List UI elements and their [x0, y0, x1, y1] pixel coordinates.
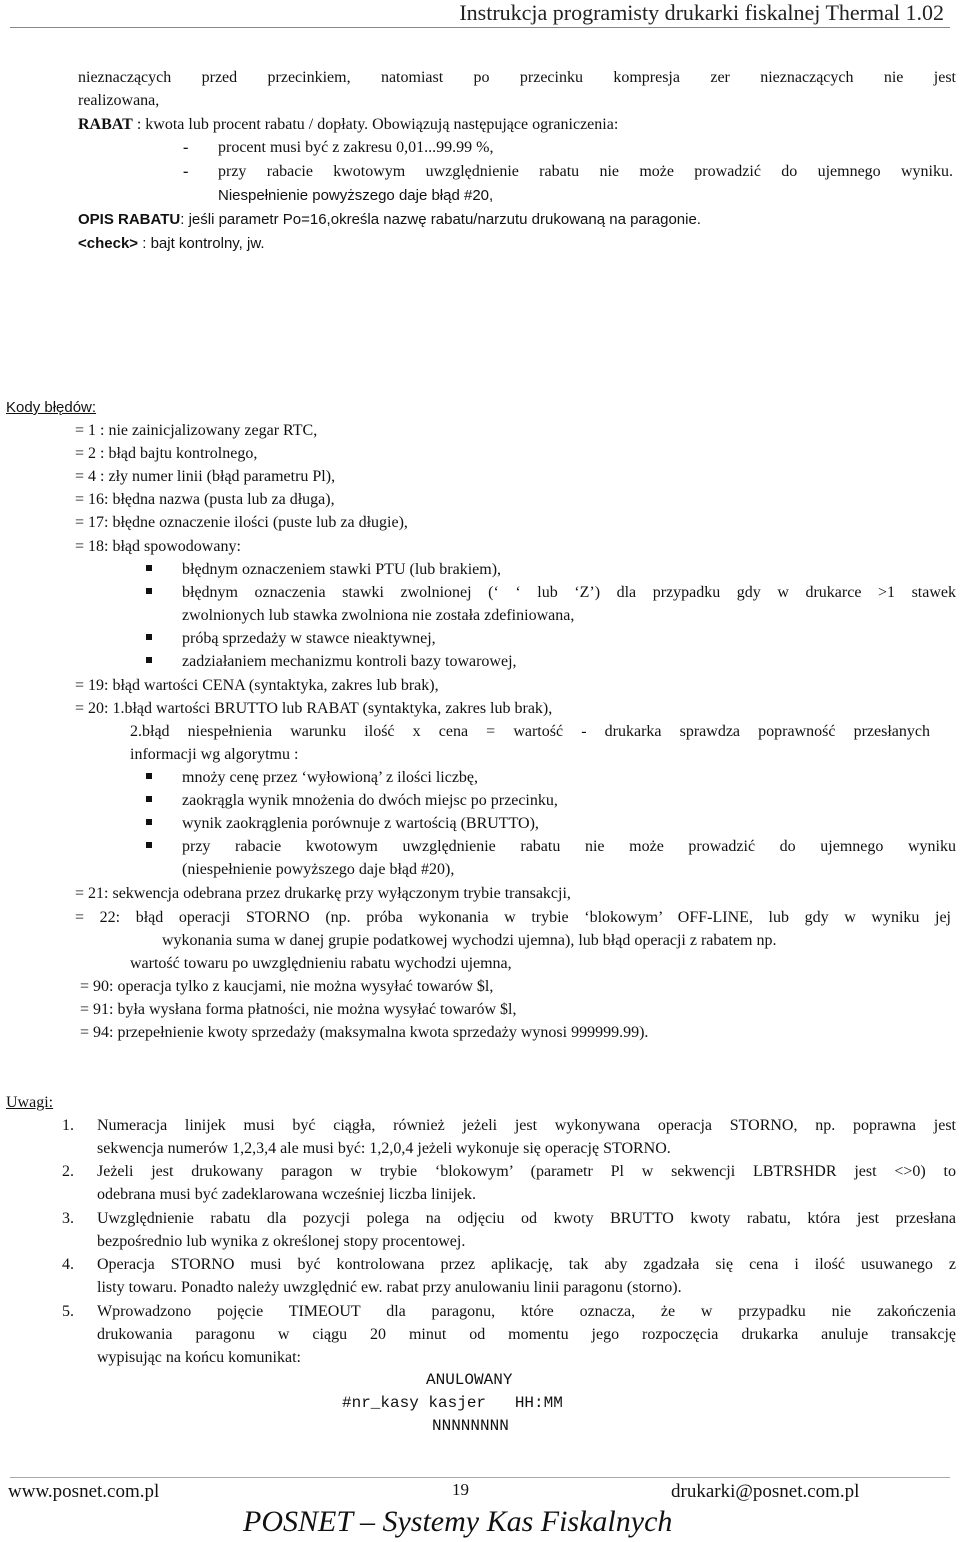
error-20-step-3: wynik zaokrąglenia porównuje z wartością (BRUTTO),: [182, 815, 539, 832]
check-text: : bajt kontrolny, jw.: [138, 235, 265, 252]
note-2-line-1: Jeżeli jest drukowany paragon w trybie ‘blokowym’ (parametr Pl w sekwencji LBTRSHDR jest <>0) to: [97, 1163, 956, 1180]
opis-rabatu-label: OPIS RABATU: [78, 211, 181, 228]
error-code-4: = 4 : zły numer linii (błąd parametru Pl),: [75, 468, 336, 485]
error-20-point-2-cont: informacji wg algorytmu :: [130, 746, 299, 763]
error-code-19: = 19: błąd wartości CENA (syntaktyka, zakres lub brak),: [75, 677, 439, 694]
note-4-line-2: listy towaru. Ponadto należy uwzględnić ew. rabat przy anulowaniu linii paragonu (storno).: [97, 1279, 682, 1296]
error-code-94: = 94: przepełnienie kwoty sprzedaży (maksymalna kwota sprzedaży wynosi 999999.99).: [80, 1024, 649, 1041]
footer-website-link[interactable]: www.posnet.com.pl: [8, 1481, 160, 1502]
intro-line-2: realizowana,: [78, 92, 160, 109]
note-5-line-1: Wprowadzono pojęcie TIMEOUT dla paragonu, które oznacza, że w przypadku nie zakończenia: [97, 1303, 956, 1320]
footer-brand: POSNET – Systemy Kas Fiskalnych: [243, 1505, 673, 1538]
receipt-line-3: NNNNNNNN: [432, 1417, 509, 1435]
rabat-label: RABAT: [78, 116, 133, 133]
error-code-20: = 20: 1.błąd wartości BRUTTO lub RABAT (syntaktyka, zakres lub brak),: [75, 700, 553, 717]
bullet-icon: [146, 819, 152, 825]
receipt-line-2: #nr_kasy kasjer HH:MM: [342, 1394, 563, 1412]
dash-mark-1: -: [183, 139, 189, 156]
error-code-22: = 22: błąd operacji STORNO (np. próba wykonania w trybie ‘blokowym’ OFF-LINE, lub gdy w wyniku jej: [75, 909, 951, 926]
note-2-line-2: odebrana musi być zadeklarowana wcześniej liczba linijek.: [97, 1186, 476, 1203]
bullet-icon: [146, 773, 152, 779]
bullet-icon: [146, 588, 152, 594]
error-18-cause-3: próbą sprzedaży w stawce nieaktywnej,: [182, 630, 436, 647]
error-codes-heading: Kody błędów:: [6, 399, 97, 416]
rabat-definition: [78, 113, 618, 136]
error-20-point-2: 2.błąd niespełnienia warunku ilość x cena = wartość - drukarka sprawdza poprawność przesłanych: [130, 723, 930, 740]
note-1-line-1: Numeracja linijek musi być ciągła, również jeżeli jest wykonywana operacja STORNO, np. poprawna jest: [97, 1117, 956, 1134]
note-5-number: 5.: [62, 1303, 74, 1320]
error-18-cause-4: zadziałaniem mechanizmu kontroli bazy towarowej,: [182, 653, 517, 670]
bullet-icon: [146, 634, 152, 640]
opis-rabatu-text: : jeśli parametr Po=16,określa nazwę rabatu/narzutu drukowaną na paragonie.: [180, 211, 701, 228]
error-20-step-4: przy rabacie kwotowym uwzględnienie rabatu nie może prowadzić do ujemnego wyniku: [182, 838, 956, 855]
dash-mark-2: -: [183, 163, 189, 180]
rabat-constraint-2: przy rabacie kwotowym uwzględnienie rabatu nie może prowadzić do ujemnego wyniku.: [218, 163, 953, 180]
error-20-step-4-cont: (niespełnienie powyższego daje błąd #20),: [182, 861, 455, 878]
error-code-17: = 17: błędne oznaczenie ilości (puste lub za długie),: [75, 514, 408, 531]
error-code-91: = 91: była wysłana forma płatności, nie można wysyłać towarów $l,: [80, 1001, 517, 1018]
note-1-number: 1.: [62, 1117, 74, 1134]
bullet-icon: [146, 842, 152, 848]
error-20-step-1: mnoży cenę przez ‘wyłowioną’ z ilości liczbę,: [182, 769, 479, 786]
bullet-icon: [146, 565, 152, 571]
document-title: Instrukcja programisty drukarki fiskalnej Thermal 1.02: [459, 0, 944, 25]
bullet-icon: [146, 657, 152, 663]
opis-rabatu-definition: [78, 208, 701, 231]
note-3-number: 3.: [62, 1210, 74, 1227]
error-code-21: = 21: sekwencja odebrana przez drukarkę przy wyłączonym trybie transakcji,: [75, 885, 571, 902]
error-20-step-2: zaokrągla wynik mnożenia do dwóch miejsc po przecinku,: [182, 792, 558, 809]
error-18-cause-2: błędnym oznaczenia stawki zwolnionej (‘ ‘ lub ‘Z’) dla przypadku gdy w drukarce >1 stawek: [182, 584, 956, 601]
check-definition: [78, 232, 265, 255]
bullet-icon: [146, 796, 152, 802]
note-3-line-1: Uwzględnienie rabatu dla pozycji polega na odjęciu od kwoty BRUTTO kwoty rabatu, która jest przesłana: [97, 1210, 956, 1227]
notes-heading: Uwagi:: [6, 1094, 54, 1111]
error-22-cont-2: wartość towaru po uwzględnieniu rabatu wychodzi ujemna,: [130, 955, 512, 972]
note-5-line-3: wypisując na końcu komunikat:: [97, 1349, 301, 1366]
error-code-18: = 18: błąd spowodowany:: [75, 538, 241, 555]
rabat-text: : kwota lub procent rabatu / dopłaty. Obowiązują następujące ograniczenia:: [132, 116, 619, 133]
note-4-line-1: Operacja STORNO musi być kontrolowana przez aplikację, tak aby zgadzała się cena i ilość usuwanego z: [97, 1256, 956, 1273]
error-18-cause-1: błędnym oznaczeniem stawki PTU (lub brakiem),: [182, 561, 502, 578]
note-1-line-2: sekwencja numerów 1,2,3,4 ale musi być: 1,2,0,4 jeżeli wykonuje się operację STORNO.: [97, 1140, 671, 1157]
error-18-cause-2-cont: zwolnionych lub stawka zwolniona nie została zdefiniowana,: [182, 607, 575, 624]
note-4-number: 4.: [62, 1256, 74, 1273]
check-label: <check>: [78, 235, 139, 252]
error-code-90: = 90: operacja tylko z kaucjami, nie można wysyłać towarów $l,: [80, 978, 494, 995]
footer-email-link[interactable]: drukarki@posnet.com.pl: [671, 1481, 860, 1502]
rabat-error-note: Niespełnienie powyższego daje błąd #20,: [218, 187, 494, 204]
intro-line-1: nieznaczących przed przecinkiem, natomiast po przecinku kompresja zer nieznaczących nie jest: [78, 69, 956, 86]
note-2-number: 2.: [62, 1163, 74, 1180]
error-code-16: = 16: błędna nazwa (pusta lub za długa),: [75, 491, 335, 508]
page-header: [0, 0, 960, 28]
error-code-1: = 1 : nie zainicjalizowany zegar RTC,: [75, 422, 318, 439]
receipt-line-1: ANULOWANY: [426, 1371, 513, 1389]
rabat-constraint-1: procent musi być z zakresu 0,01...99.99 %,: [218, 139, 494, 156]
note-5-line-2: drukowania paragonu w ciągu 20 minut od momentu jego rozpoczęcia drukarka anuluje transakcję: [97, 1326, 956, 1343]
error-code-2: = 2 : błąd bajtu kontrolnego,: [75, 445, 258, 462]
footer-divider: [10, 1477, 950, 1478]
error-22-cont-1: wykonania suma w danej grupie podatkowej wychodzi ujemna), lub błąd operacji z rabatem np.: [162, 932, 777, 949]
header-divider: [10, 27, 950, 28]
note-3-line-2: bezpośrednio lub wynika z określonej stopy procentowej.: [97, 1233, 466, 1250]
page-number: 19: [452, 1480, 469, 1499]
